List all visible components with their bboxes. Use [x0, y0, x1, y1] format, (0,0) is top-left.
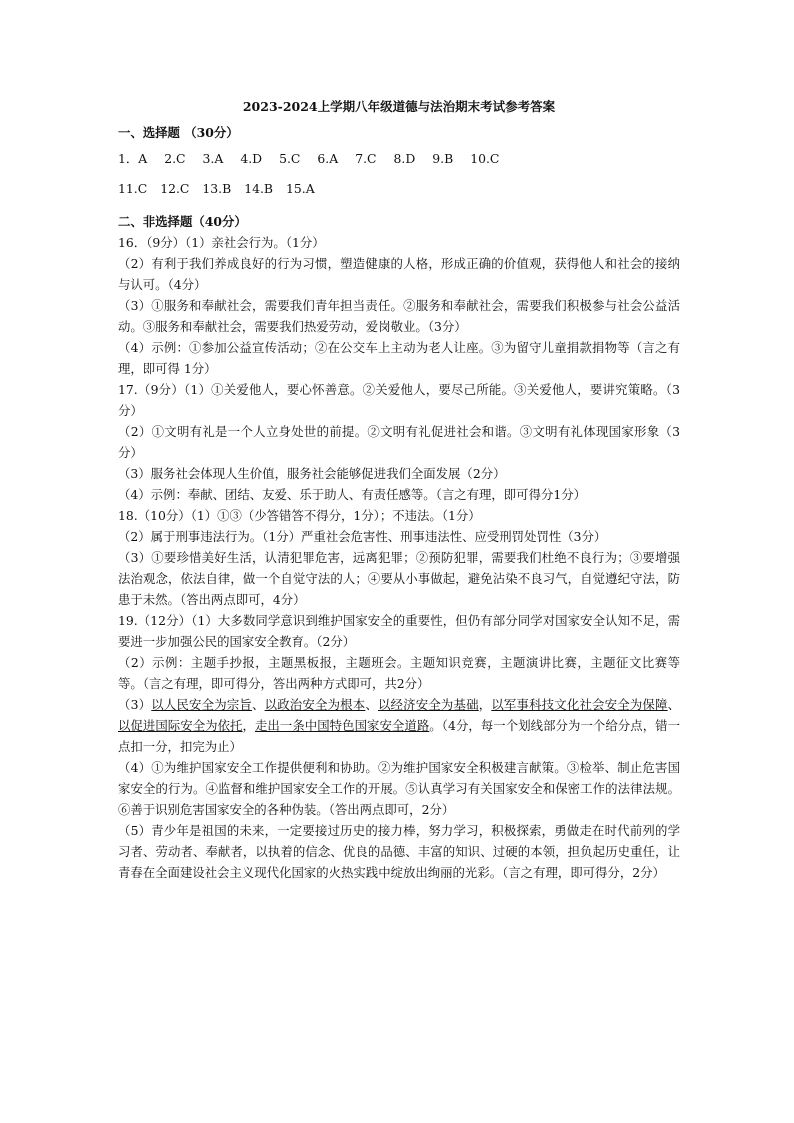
- answer-document: [118, 97, 680, 883]
- answer-paragraph: （3）①要珍惜美好生活，认清犯罪危害，远离犯罪；②预防犯罪，需要我们杜绝不良行为；③要增强法治观念，依法自律，做一个自觉守法的人；④要从小事做起，避免沾染不良习气，自觉遵纪守法，防患于未然。（答出两点即可，4分）: [118, 550, 680, 607]
- answer-paragraph: （3）服务社会体现人生价值，服务社会能够促进我们全面发展（2分）: [118, 466, 506, 481]
- choice-answers-row-1: [118, 151, 680, 167]
- section-heading-nonchoice: 二、非选择题（40分）: [118, 214, 247, 229]
- text-fragment: ，: [242, 718, 255, 733]
- underlined-point: 走出一条中国特色国家安全道路: [254, 718, 430, 733]
- answer-paragraph: 17.（9分）（1）①关爱他人，要心怀善意。②关爱他人，要尽己所能。③关爱他人，要讲究策略。（3分）: [118, 382, 680, 418]
- choice-answer: 10.C: [470, 151, 500, 166]
- answer-paragraph: （2）示例：主题手抄报，主题黑板报，主题班会。主题知识竞赛，主题演讲比赛，主题征文比赛等等。（言之有理，即可得分，答出两种方式即可，共2分）: [118, 655, 680, 691]
- text-fragment: 、: [667, 697, 681, 712]
- answer-paragraph: 18.（10分）（1）①③（少答错答不得分，1分）；不违法。（1分）: [118, 508, 481, 523]
- text-fragment: 、: [365, 697, 378, 712]
- choice-answer: 9.B: [432, 151, 454, 166]
- answer-paragraph: （3）①服务和奉献社会，需要我们青年担当责任。②服务和奉献社会，需要我们积极参与社会公益活动。③服务和奉献社会，需要我们热爱劳动，爱岗敬业。（3分）: [118, 298, 680, 334]
- answer-paragraph: （2）有利于我们养成良好的行为习惯，塑造健康的人格，形成正确的价值观，获得他人和社会的接纳与认可。（4分）: [118, 256, 680, 292]
- choice-answer: 4.D: [240, 151, 263, 166]
- answer-paragraph: 19.（12分）（1）大多数同学意识到维护国家安全的重要性，但仍有部分同学对国家安全认知不足，需要进一步加强公民的国家安全教育。（2分）: [118, 613, 680, 649]
- document-title: 2023-2024上学期八年级道德与法治期末考试参考答案: [242, 99, 556, 114]
- text-fragment: （3）: [118, 697, 152, 712]
- choice-answer: 6.A: [317, 151, 339, 166]
- choice-answer: 2.C: [164, 151, 186, 166]
- section-heading-choice: 一、选择题 （30分）: [118, 125, 239, 140]
- text-fragment: 、: [252, 697, 265, 712]
- choice-answer: 8.D: [393, 151, 416, 166]
- choice-answer: 13.B: [202, 181, 232, 196]
- answer-paragraph: （2）属于刑事违法行为。（1分）严重社会危害性、刑事违法性、应受刑罚处罚性（3分）: [118, 529, 607, 544]
- underlined-point: 以人民安全为宗旨: [151, 697, 253, 712]
- answer-paragraph: 16．（9分）（1）亲社会行为。（1分）: [118, 235, 325, 250]
- underlined-point: 以促进国际安全为依托: [118, 718, 243, 733]
- answer-paragraph-underlined: [118, 694, 680, 757]
- text-fragment: 。（4分，每一个划线部分为一个给分点，错一点扣一分，扣完为止）: [118, 718, 681, 754]
- choice-answer: 1．A: [118, 151, 148, 166]
- choice-answer: 7.C: [355, 151, 377, 166]
- choice-answer: 14.B: [244, 181, 273, 196]
- choice-answers-row-2: [118, 181, 680, 197]
- answer-paragraph: （4）示例：奉献、团结、友爱、乐于助人、有责任感等。（言之有理，即可得分1分）: [118, 487, 587, 502]
- choice-answer: 3.A: [202, 151, 224, 166]
- answer-paragraph: （4）示例：①参加公益宣传活动；②在公交车上主动为老人让座。③为留守儿童捐款捐物等（言之有理，即可得 1分）: [118, 340, 680, 376]
- underlined-point: 以经济安全为基础: [377, 697, 479, 712]
- choice-answer: 11.C: [118, 181, 148, 196]
- answer-paragraph: （2）①文明有礼是一个人立身处世的前提。②文明有礼促进社会和谐。③文明有礼体现国家形象（3分）: [118, 424, 680, 460]
- underlined-point: 以政治安全为根本: [264, 697, 366, 712]
- answer-paragraph: （5）青少年是祖国的未来，一定要接过历史的接力棒，努力学习，积极探索，勇做走在时代前列的学习者、劳动者、奉献者，以执着的信念、优良的品德、丰富的知识、过硬的本领，担负起历史重任，让青春在全面建设社会主义现代化国家的火热实践中绽放出绚丽的光彩。（言之有理，即可得分，2分）: [118, 823, 680, 880]
- answer-paragraph: （4）①为维护国家安全工作提供便利和协助。②为维护国家安全积极建言献策。③检举、制止危害国家安全的行为。④监督和维护国家安全工作的开展。⑤认真学习有关国家安全和保密工作的法律法规。⑥善于识别危害国家安全的各种伪装。（答出两点即可，2分）: [118, 760, 680, 817]
- choice-answer: 12.C: [160, 181, 190, 196]
- choice-answer: 15.A: [286, 181, 315, 196]
- underlined-point: 以军事科技文化社会安全为保障: [491, 697, 668, 712]
- text-fragment: ，: [478, 697, 492, 712]
- choice-answer: 5.C: [279, 151, 301, 166]
